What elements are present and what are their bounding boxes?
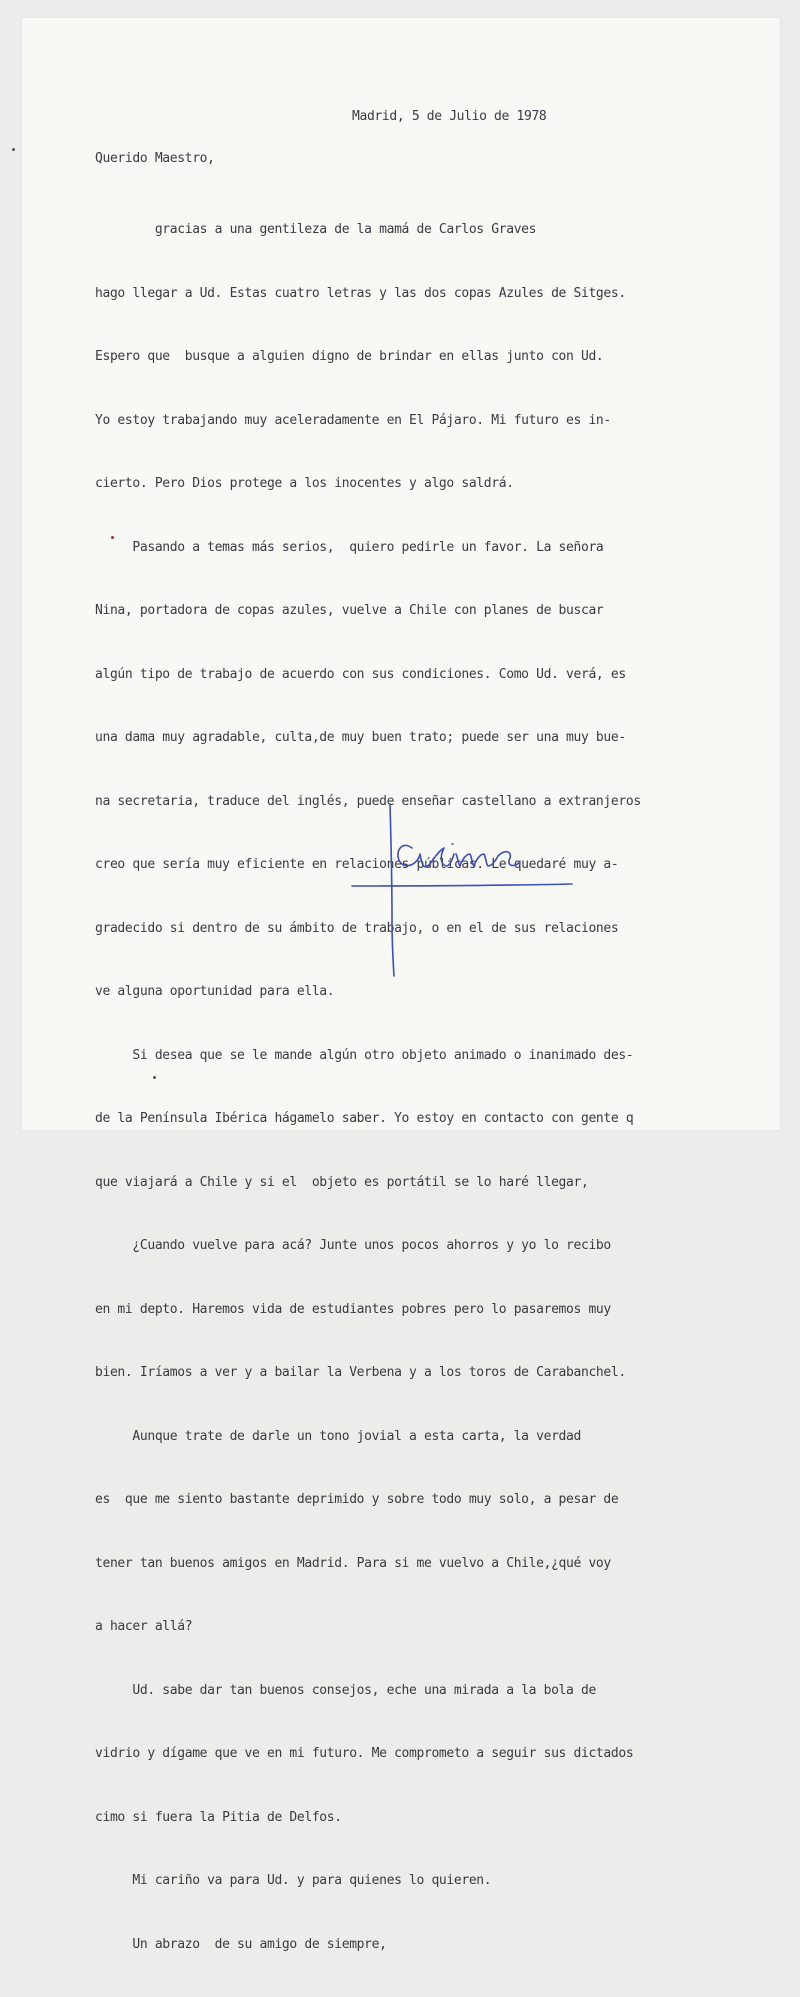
body-line: na secretaria, traduce del inglés, puede enseñar castellano a extranjeros	[95, 793, 641, 809]
body-line: gracias a una gentileza de la mamá de Carlos Graves	[95, 222, 537, 237]
paper-speck	[153, 1076, 156, 1079]
body-line: una dama muy agradable, culta,de muy buen trato; puede ser una muy bue-	[95, 730, 626, 745]
body-line: cimo si fuera la Pitia de Delfos.	[95, 1809, 342, 1825]
body-line: de la Península Ibérica hágamelo saber. Yo estoy en contacto con gente q	[95, 1111, 634, 1126]
body-line: ¿Cuando vuelve para acá? Junte unos pocos ahorros y yo lo recibo	[95, 1238, 611, 1253]
body-line: Mi cariño va para Ud. y para quienes lo quieren.	[95, 1873, 492, 1888]
body-line: cierto. Pero Dios protege a los inocentes y algo saldrá.	[95, 476, 514, 491]
paper-speck	[12, 148, 15, 151]
body-line: Nina, portadora de copas azules, vuelve a Chile con planes de buscar	[95, 603, 604, 618]
body-line: tener tan buenos amigos en Madrid. Para si me vuelvo a Chile,¿qué voy	[95, 1555, 611, 1571]
body-line: bien. Iríamos a ver y a bailar la Verbena y a los toros de Carabanchel.	[95, 1365, 626, 1380]
body-line: Espero que busque a alguien digno de brindar en ellas junto con Ud.	[95, 349, 604, 364]
body-line: Pasando a temas más serios, quiero pedirle un favor. La señora	[95, 539, 604, 555]
body-line: gradecido si dentro de su ámbito de trabajo, o en el de sus relaciones	[95, 920, 619, 936]
body-line: a hacer allá?	[95, 1619, 193, 1634]
letter-salutation: Querido Maestro,	[95, 151, 215, 166]
body-line: algún tipo de trabajo de acuerdo con sus condiciones. Como Ud. verá, es	[95, 666, 626, 682]
letter-date: Madrid, 5 de Julio de 1978	[352, 109, 547, 124]
body-line: Aunque trate de darle un tono jovial a esta carta, la verdad	[95, 1428, 581, 1444]
body-line: en mi depto. Haremos vida de estudiantes pobres pero lo pasaremos muy	[95, 1301, 611, 1317]
body-line: Si desea que se le mande algún otro objeto animado o inanimado des-	[95, 1047, 634, 1063]
body-line: Ud. sabe dar tan buenos consejos, eche una mirada a la bola de	[95, 1682, 596, 1698]
letter-body	[95, 177, 641, 1997]
body-line: hago llegar a Ud. Estas cuatro letras y las dos copas Azules de Sitges.	[95, 285, 626, 301]
body-line: vidrio y dígame que ve en mi futuro. Me comprometo a seguir sus dictados	[95, 1746, 634, 1761]
handwritten-signature	[340, 800, 590, 980]
body-line: que viajará a Chile y si el objeto es portátil se lo haré llegar,	[95, 1174, 589, 1190]
ink-mark	[111, 536, 114, 539]
body-line: Un abrazo de su amigo de siempre,	[95, 1936, 387, 1952]
body-line: Yo estoy trabajando muy aceleradamente en El Pájaro. Mi futuro es in-	[95, 412, 611, 428]
body-line: creo que sería muy eficiente en relaciones públicas. Le quedaré muy a-	[95, 857, 619, 872]
body-line: es que me siento bastante deprimido y sobre todo muy solo, a pesar de	[95, 1492, 619, 1507]
body-line: ve alguna oportunidad para ella.	[95, 984, 335, 999]
